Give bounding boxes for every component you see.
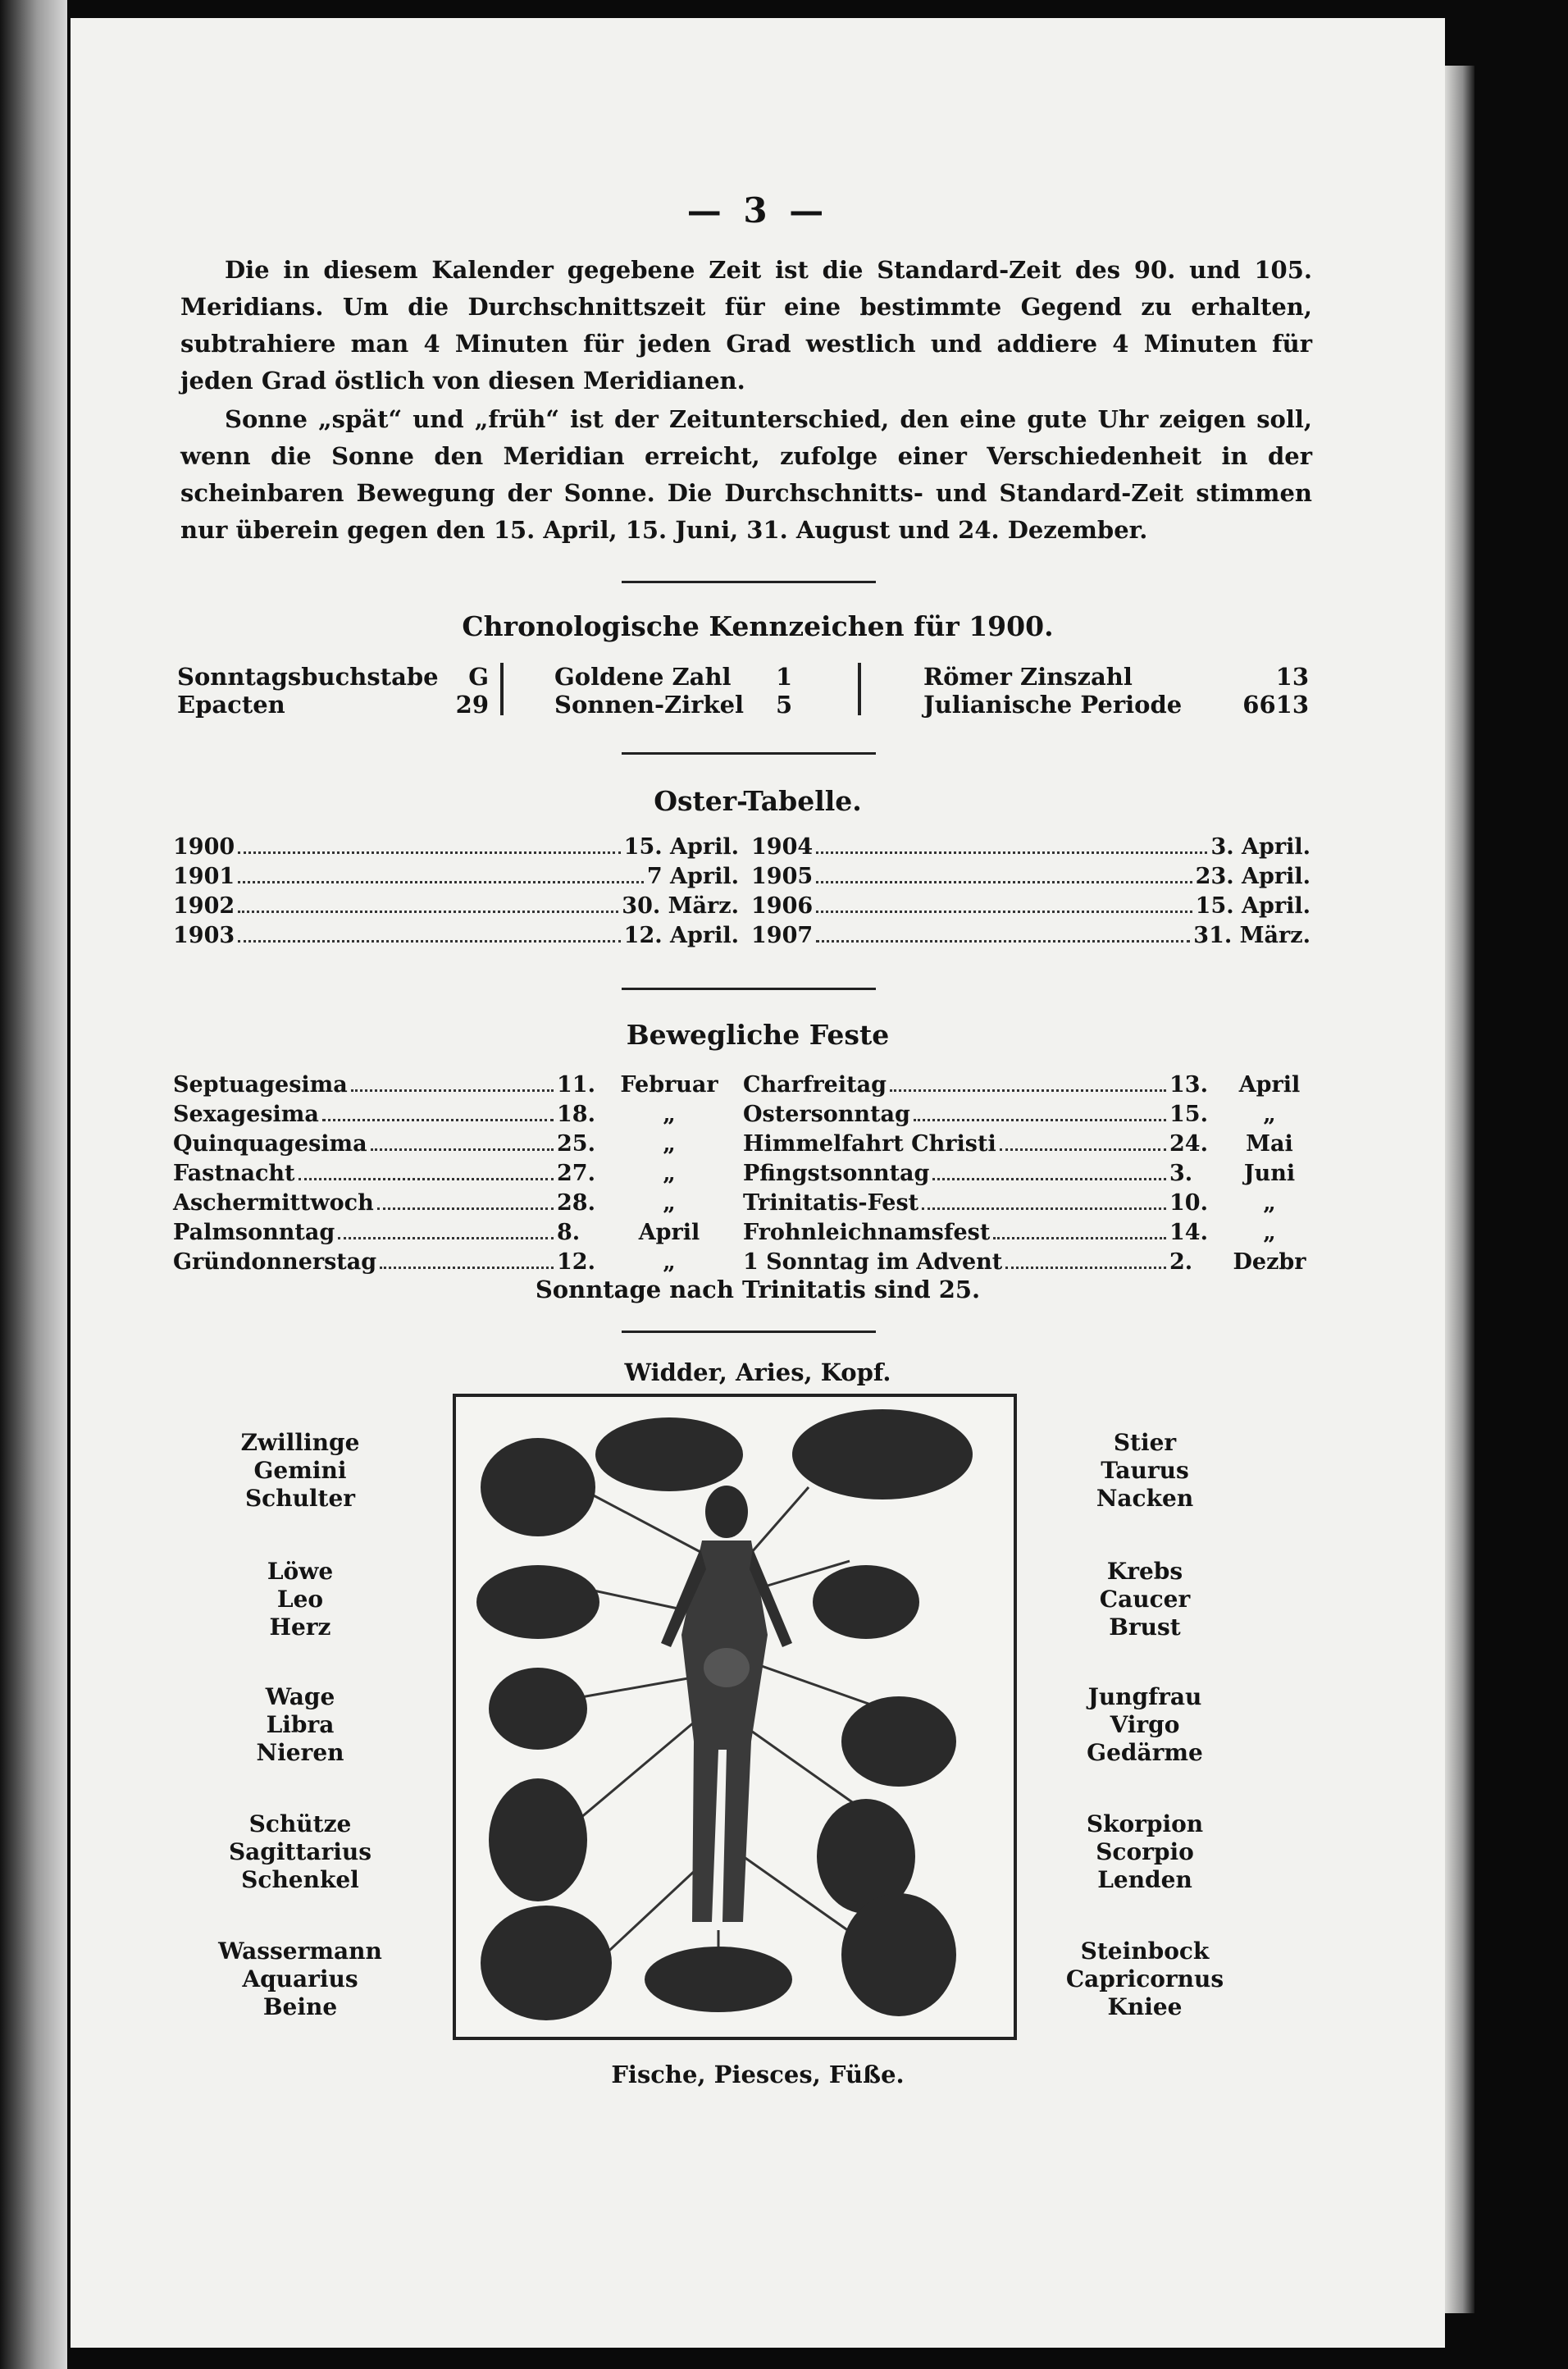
calendar-page — [71, 18, 1445, 2348]
easter-row — [173, 893, 739, 923]
easter-table-title: Oster-Tabelle. — [654, 785, 862, 817]
zodiac-body-part: Kniee — [1107, 1993, 1183, 2020]
feast-month: Mai — [1246, 1131, 1293, 1157]
chronology-label: Goldene Zahl — [554, 663, 732, 691]
zodiac-figure-icon — [661, 1486, 792, 1922]
feast-name: Ostersonntag — [743, 1102, 910, 1127]
zodiac-latin-name: Sagittarius — [228, 1838, 372, 1865]
chronology-value: 13 — [1275, 663, 1309, 691]
feast-name: Trinitatis-Fest — [743, 1190, 919, 1216]
easter-row — [751, 864, 1310, 893]
chronology-label: Sonnen-Zirkel — [554, 691, 745, 719]
easter-date: 3. April. — [1210, 834, 1310, 860]
page-number: — 3 — — [686, 190, 829, 231]
zodiac-body-part: Nieren — [256, 1739, 344, 1766]
zodiac-label-aquarius — [177, 1938, 423, 2021]
divider — [622, 752, 876, 755]
feast-day: 28. — [557, 1190, 595, 1216]
easter-row — [173, 864, 739, 893]
easter-year: 1904 — [751, 834, 814, 860]
easter-date: 30. März. — [622, 893, 739, 919]
feast-day: 3. — [1169, 1161, 1193, 1186]
feast-month: „ — [663, 1161, 676, 1186]
easter-date: 23. April. — [1195, 864, 1310, 889]
easter-table-right — [751, 834, 1310, 952]
feast-month: Dezbr — [1233, 1249, 1306, 1275]
feast-day: 18. — [557, 1102, 595, 1127]
easter-date: 31. März. — [1193, 923, 1310, 948]
feast-row — [173, 1220, 731, 1249]
zodiac-german-name: Wage — [265, 1683, 335, 1710]
chronology-label: Epacten — [177, 691, 285, 719]
zodiac-label-cancer — [1022, 1558, 1268, 1641]
feast-name: 1 Sonntag im Advent — [743, 1249, 1003, 1275]
zodiac-label-taurus — [1022, 1429, 1268, 1513]
easter-year: 1902 — [173, 893, 235, 919]
feast-month: Februar — [620, 1072, 718, 1098]
feast-name: Charfreitag — [743, 1072, 887, 1098]
column-separator — [858, 663, 861, 715]
easter-year: 1907 — [751, 923, 814, 948]
zodiac-body-part: Herz — [269, 1614, 331, 1641]
easter-date: 15. April. — [623, 834, 739, 860]
feast-day: 12. — [557, 1249, 595, 1275]
intro-paragraph-2: Sonne „spät“ und „früh“ ist der Zeitunterschied, den eine gute Uhr zeigen soll, wenn die Sonne den Meridian erreicht, zufolge einer Verschiedenheit in der scheinbaren Bewegung der Sonne. Die Durchschnitts- und Standard-Zeit stimmen nur überein gegen den 15. April, 15. Juni, 31. August und 24. Dezember. — [180, 405, 1312, 544]
feast-name: Gründonnerstag — [173, 1249, 377, 1275]
easter-year: 1906 — [751, 893, 814, 919]
feast-row — [743, 1249, 1319, 1279]
zodiac-label-capricorn — [1022, 1938, 1268, 2021]
page-stack-edge — [1445, 66, 1475, 2313]
feast-name: Frohnleichnamsfest — [743, 1220, 991, 1245]
zodiac-body-part: Nacken — [1096, 1485, 1194, 1512]
zodiac-label-virgo — [1022, 1683, 1268, 1767]
zodiac-man-illustration — [453, 1394, 1017, 2040]
easter-row — [751, 893, 1310, 923]
zodiac-german-name: Skorpion — [1086, 1810, 1204, 1837]
feast-day: 25. — [557, 1131, 595, 1157]
divider — [622, 988, 876, 990]
zodiac-woodcut-graphic — [456, 1397, 1014, 2037]
divider — [622, 1331, 876, 1333]
zodiac-latin-name: Taurus — [1101, 1457, 1189, 1484]
chronology-label: Sonntagsbuchstabe — [177, 663, 439, 691]
feast-name: Septuagesima — [173, 1072, 348, 1098]
easter-year: 1901 — [173, 864, 235, 889]
feast-name: Himmelfahrt Christi — [743, 1131, 996, 1157]
zodiac-latin-name: Caucer — [1099, 1586, 1191, 1613]
feast-day: 14. — [1169, 1220, 1208, 1245]
easter-date: 7 April. — [646, 864, 739, 889]
feast-month: „ — [1263, 1190, 1276, 1216]
zodiac-bottom-caption: Fische, Piesces, Füße. — [611, 2061, 905, 2088]
feast-name: Sexagesima — [173, 1102, 319, 1127]
zodiac-label-sagittarius — [177, 1810, 423, 1894]
zodiac-label-scorpio — [1022, 1810, 1268, 1894]
easter-row — [173, 834, 739, 864]
chronology-value: G — [468, 663, 489, 691]
feast-day: 27. — [557, 1161, 595, 1186]
zodiac-latin-name: Leo — [276, 1586, 324, 1613]
zodiac-german-name: Schütze — [248, 1810, 352, 1837]
chronology-value: 5 — [776, 691, 793, 719]
feast-row — [743, 1161, 1319, 1190]
feast-month: „ — [1263, 1220, 1276, 1245]
easter-row — [173, 923, 739, 952]
zodiac-body-part: Gedärme — [1087, 1739, 1203, 1766]
feast-month: „ — [663, 1102, 676, 1127]
intro-text — [180, 252, 1312, 549]
feast-month: „ — [663, 1131, 676, 1157]
intro-paragraph-1: Die in diesem Kalender gegebene Zeit ist die Standard-Zeit des 90. und 105. Meridians. Um die Durchschnittszeit für eine bestimmte Gegend zu erhalten, subtrahiere man 4 Minuten für jeden Grad westlich und addiere 4 Minuten für jeden Grad östlich von diesen Meridianen. — [180, 256, 1312, 395]
feasts-title: Bewegliche Feste — [626, 1019, 890, 1051]
feast-month: April — [1238, 1072, 1301, 1098]
feast-month: „ — [663, 1190, 676, 1216]
zodiac-body-part: Lenden — [1097, 1866, 1192, 1893]
easter-date: 12. April. — [623, 923, 739, 948]
easter-year: 1905 — [751, 864, 814, 889]
easter-row — [751, 834, 1310, 864]
feast-day: 15. — [1169, 1102, 1208, 1127]
zodiac-body-part: Schenkel — [241, 1866, 359, 1893]
feast-day: 24. — [1169, 1131, 1208, 1157]
zodiac-latin-name: Virgo — [1110, 1711, 1180, 1738]
zodiac-body-part: Beine — [262, 1993, 338, 2020]
feast-row — [743, 1131, 1319, 1161]
easter-year: 1903 — [173, 923, 235, 948]
feast-row — [743, 1190, 1319, 1220]
zodiac-german-name: Krebs — [1106, 1558, 1183, 1585]
zodiac-german-name: Stier — [1113, 1429, 1177, 1456]
trinity-note: Sonntage nach Trinitatis sind 25. — [535, 1276, 981, 1303]
feast-day: 2. — [1169, 1249, 1193, 1275]
feast-row — [173, 1249, 731, 1279]
feast-row — [743, 1220, 1319, 1249]
chronology-value: 6613 — [1242, 691, 1309, 719]
feast-name: Palmsonntag — [173, 1220, 335, 1245]
zodiac-german-name: Löwe — [267, 1558, 334, 1585]
divider — [622, 581, 876, 583]
zodiac-latin-name: Libra — [266, 1711, 335, 1738]
feast-day: 11. — [557, 1072, 595, 1098]
feast-month: „ — [663, 1249, 676, 1275]
easter-date: 15. April. — [1195, 893, 1310, 919]
zodiac-latin-name: Capricornus — [1065, 1965, 1224, 1992]
zodiac-latin-name: Aquarius — [242, 1965, 358, 1992]
feast-row — [743, 1072, 1319, 1102]
previous-page-edge — [0, 0, 67, 2369]
zodiac-label-leo — [177, 1558, 423, 1641]
feasts-right — [743, 1072, 1319, 1279]
feast-row — [173, 1102, 731, 1131]
feast-name: Pfingstsonntag — [743, 1161, 930, 1186]
zodiac-latin-name: Gemini — [253, 1457, 347, 1484]
zodiac-german-name: Zwillinge — [240, 1429, 360, 1456]
feast-day: 10. — [1169, 1190, 1208, 1216]
zodiac-body-part: Brust — [1109, 1614, 1181, 1641]
zodiac-label-libra — [177, 1683, 423, 1767]
zodiac-body-part: Schulter — [244, 1485, 356, 1512]
feast-month: Juni — [1243, 1161, 1296, 1186]
easter-table-left — [173, 834, 739, 952]
feast-name: Fastnacht — [173, 1161, 295, 1186]
chronology-value: 29 — [455, 691, 489, 719]
feast-month: „ — [1263, 1102, 1276, 1127]
feast-row — [173, 1131, 731, 1161]
feasts-left — [173, 1072, 731, 1279]
feast-name: Quinquagesima — [173, 1131, 367, 1157]
feast-row — [743, 1102, 1319, 1131]
feast-day: 13. — [1169, 1072, 1208, 1098]
zodiac-german-name: Wassermann — [218, 1938, 382, 1965]
feast-row — [173, 1161, 731, 1190]
chronology-label: Römer Zinszahl — [923, 663, 1133, 691]
chronology-label: Julianische Periode — [923, 691, 1183, 719]
easter-year: 1900 — [173, 834, 235, 860]
column-separator — [500, 663, 504, 715]
chronology-title: Chronologische Kennzeichen für 1900. — [462, 610, 1054, 642]
feast-day: 8. — [557, 1220, 581, 1245]
feast-row — [173, 1072, 731, 1102]
feast-name: Aschermittwoch — [173, 1190, 374, 1216]
chronology-value: 1 — [776, 663, 793, 691]
feast-month: April — [638, 1220, 700, 1245]
zodiac-german-name: Steinbock — [1080, 1938, 1210, 1965]
zodiac-label-gemini — [177, 1429, 423, 1513]
zodiac-top-caption: Widder, Aries, Kopf. — [624, 1358, 891, 1386]
feast-row — [173, 1190, 731, 1220]
easter-row — [751, 923, 1310, 952]
zodiac-german-name: Jungfrau — [1087, 1683, 1202, 1710]
zodiac-latin-name: Scorpio — [1096, 1838, 1194, 1865]
